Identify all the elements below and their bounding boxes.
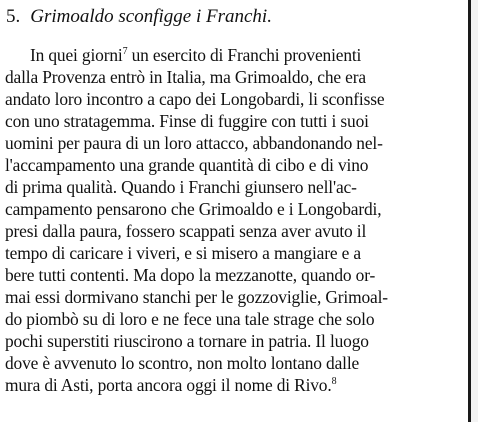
footnote-marker[interactable]: 8 — [331, 376, 337, 387]
text-line — [5, 264, 470, 286]
text-line — [5, 308, 470, 330]
section-heading — [6, 5, 272, 29]
line-text: pochi superstiti riuscirono a tornare in patria. Il luogo — [5, 331, 369, 351]
line-text: di prima qualità. Quando i Franchi giunsero nell'ac- — [5, 177, 357, 197]
text-line — [5, 132, 470, 154]
line-text: mura di Asti, porta ancora oggi il nome di Rivo. — [5, 375, 332, 395]
section-title: Grimoaldo sconfigge i Franchi. — [30, 6, 272, 27]
line-text: uomini per paura di un loro attacco, abbandonando nel- — [5, 133, 383, 153]
line-text: campamento pensarono che Grimoaldo e i Longobardi, — [5, 199, 382, 219]
line-text: con uno stratagemma. Finse di fuggire con tutti i suoi — [5, 111, 369, 131]
line-text: dove è avvenuto lo scontro, non molto lontano dalle — [5, 353, 360, 373]
text-line — [5, 220, 470, 242]
line-text: mai essi dormivano stanchi per le gozzoviglie, Grimoal- — [5, 287, 388, 307]
line-text: un esercito di Franchi provenienti — [127, 45, 362, 65]
text-line — [5, 374, 470, 396]
text-line — [5, 176, 470, 198]
text-line — [5, 154, 470, 176]
line-text: l'accampamento una grande quantità di cibo e di vino — [5, 155, 369, 175]
line-text: andato loro incontro a capo dei Longobardi, li sconfisse — [5, 89, 385, 109]
text-line — [5, 66, 470, 88]
line-text: do piombò su di loro e ne fece una tale strage che solo — [5, 309, 375, 329]
text-line — [5, 198, 470, 220]
text-line — [5, 242, 470, 264]
text-line — [5, 88, 470, 110]
text-line — [5, 330, 470, 352]
text-line — [5, 352, 470, 374]
line-text: In quei giorni — [30, 45, 123, 65]
text-line — [5, 110, 470, 132]
line-text: bere tutti contenti. Ma dopo la mezzanotte, quando or- — [5, 265, 376, 285]
section-number: 5. — [6, 6, 21, 27]
page-margin — [471, 0, 478, 422]
text-line — [5, 286, 470, 308]
text-line — [5, 44, 470, 66]
footnote-marker[interactable]: 7 — [122, 46, 128, 57]
line-text: presi dalla paura, fossero scappati senza aver avuto il — [5, 221, 367, 241]
line-text: dalla Provenza entrò in Italia, ma Grimoaldo, che era — [5, 67, 366, 87]
line-text: tempo di caricare i viveri, e si misero a mangiare e a — [5, 243, 361, 263]
body-paragraph — [5, 44, 470, 396]
